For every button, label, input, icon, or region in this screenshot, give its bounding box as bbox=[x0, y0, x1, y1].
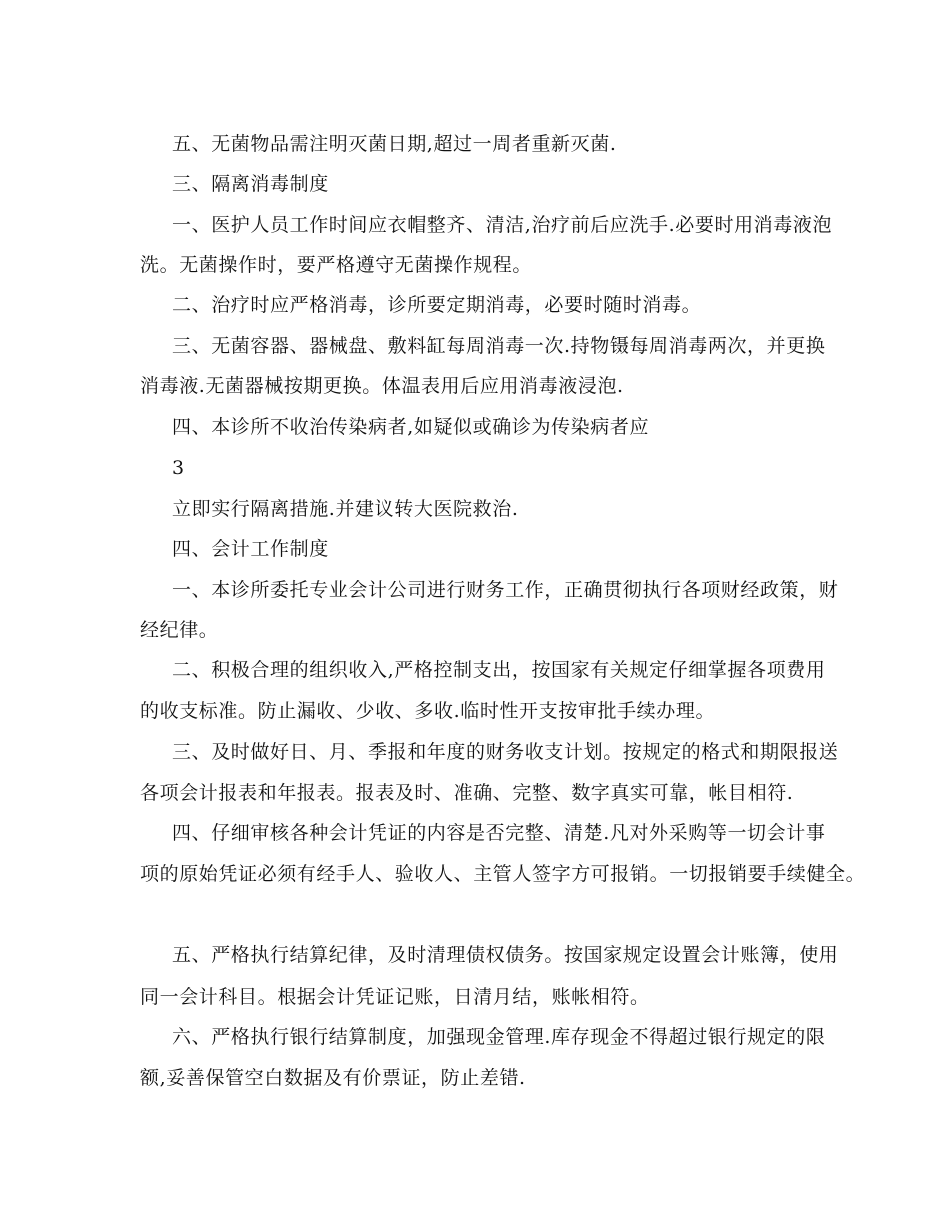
paragraph-line: 额,妥善保管空白数据及有价票证，防止差错. bbox=[140, 1067, 526, 1089]
paragraph-line: 消毒液.无菌器械按期更换。体温表用后应用消毒液浸泡. bbox=[140, 375, 624, 397]
paragraph-line: 洗。无菌操作时，要严格遵守无菌操作规程。 bbox=[140, 254, 533, 276]
paragraph-line: 项的原始凭证必须有经手人、验收人、主管人签字方可报销。一切报销要手续健全。 bbox=[140, 863, 866, 885]
paragraph-line: 一、医护人员工作时间应衣帽整齐、清洁,治疗前后应洗手.必要时用消毒液泡 bbox=[172, 214, 833, 236]
paragraph-line: 一、本诊所委托专业会计公司进行财务工作，正确贯彻执行各项财经政策，财 bbox=[172, 579, 839, 601]
paragraph-line: 的收支标准。防止漏收、少收、多收.临时性开支按审批手续办理。 bbox=[140, 700, 716, 722]
section-heading: 三、隔离消毒制度 bbox=[172, 173, 329, 195]
paragraph-line: 各项会计报表和年报表。报表及时、准确、完整、数字真实可靠，帐目相符. bbox=[140, 782, 794, 804]
paragraph-line: 三、及时做好日、月、季报和年度的财务收支计划。按规定的格式和期限报送 bbox=[172, 741, 839, 763]
paragraph-line: 四、仔细审核各种会计凭证的内容是否完整、清楚.凡对外采购等一切会计事 bbox=[172, 822, 826, 844]
paragraph-line: 五、无菌物品需注明灭菌日期,超过一周者重新灭菌. bbox=[172, 133, 617, 155]
paragraph-line: 经纪律。 bbox=[140, 619, 219, 641]
paragraph-line: 同一会计科目。根据会计凭证记账，日清月结，账帐相符。 bbox=[140, 986, 650, 1008]
paragraph-line: 四、本诊所不收治传染病者,如疑似或确诊为传染病者应 bbox=[172, 416, 650, 438]
paragraph-line: 二、积极合理的组织收入,严格控制支出，按国家有关规定仔细掌握各项费用 bbox=[172, 659, 826, 681]
page-number: 3 bbox=[172, 457, 185, 479]
paragraph-line: 二、治疗时应严格消毒，诊所要定期消毒，必要时随时消毒。 bbox=[172, 294, 702, 316]
paragraph-line: 五、严格执行结算纪律，及时清理债权债务。按国家规定设置会计账簿，使用 bbox=[172, 944, 839, 966]
paragraph-line: 六、严格执行银行结算制度，加强现金管理.库存现金不得超过银行规定的限 bbox=[172, 1026, 826, 1048]
paragraph-line: 三、无菌容器、器械盘、敷料缸每周消毒一次.持物镊每周消毒两次，并更换 bbox=[172, 335, 826, 357]
paragraph-line: 立即实行隔离措施.并建议转大医院救治. bbox=[172, 498, 519, 520]
section-heading: 四、会计工作制度 bbox=[172, 538, 329, 560]
